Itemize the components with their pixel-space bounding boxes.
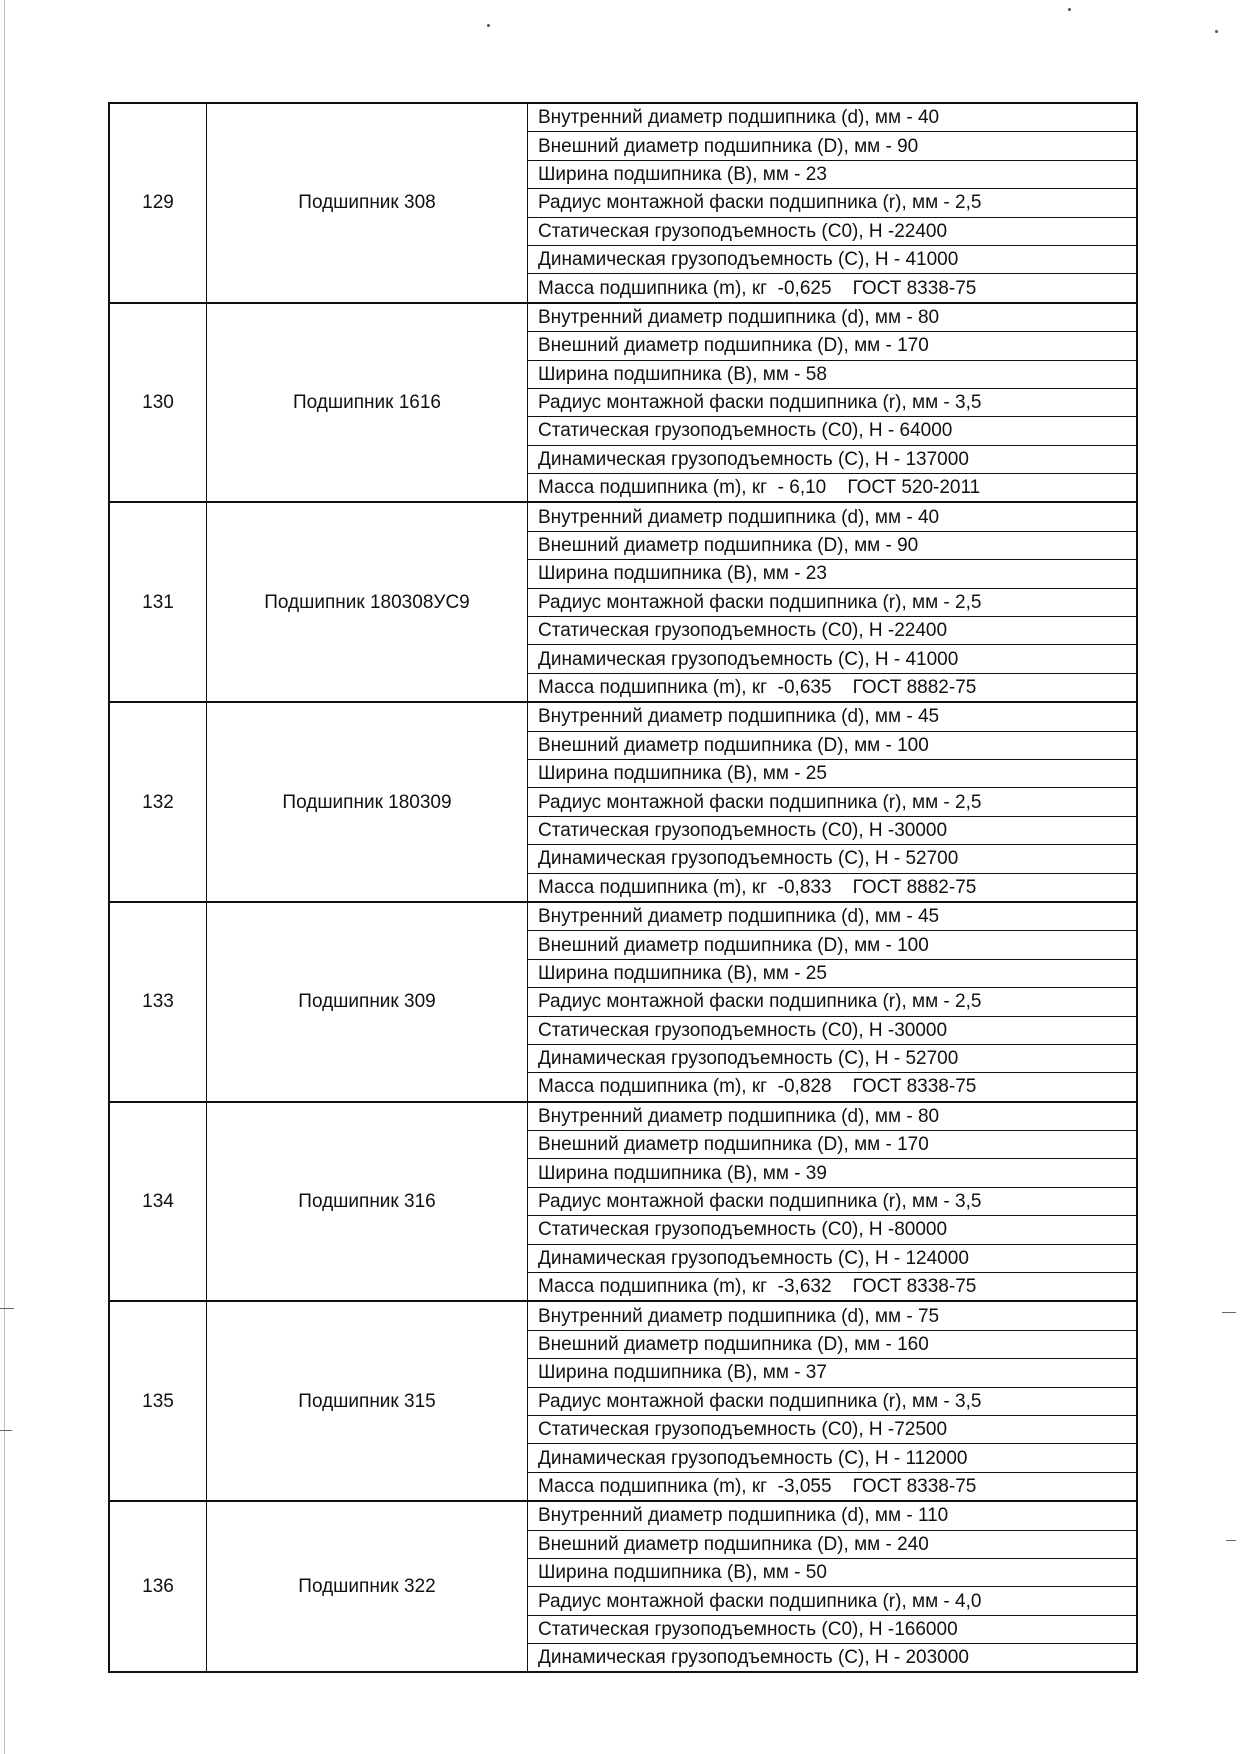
scan-speck: [487, 24, 490, 27]
spec-value: Ширина подшипника (B), мм - 37: [528, 1359, 1138, 1387]
spec-value: Динамическая грузоподъемность (C), Н - 41000: [528, 645, 1138, 673]
spec-value: Радиус монтажной фаски подшипника (r), мм - 2,5: [528, 588, 1138, 616]
spec-value: Статическая грузоподъемность (C0), Н -22400: [528, 617, 1138, 645]
spec-value: Масса подшипника (m), кг -0,635 ГОСТ 8882-75: [528, 673, 1138, 702]
scan-edge-line: [4, 0, 5, 1754]
spec-value: Масса подшипника (m), кг -3,055 ГОСТ 8338-75: [528, 1472, 1138, 1501]
bearing-name: Подшипник 322: [207, 1501, 528, 1672]
spec-value: Масса подшипника (m), кг - 6,10 ГОСТ 520-2011: [528, 474, 1138, 503]
scan-margin-tick: [1226, 1540, 1236, 1541]
spec-value: Радиус монтажной фаски подшипника (r), мм - 3,5: [528, 1187, 1138, 1215]
spec-value: Внутренний диаметр подшипника (d), мм - 45: [528, 702, 1138, 731]
spec-value: Внешний диаметр подшипника (D), мм - 160: [528, 1330, 1138, 1358]
spec-value: Радиус монтажной фаски подшипника (r), мм - 4,0: [528, 1587, 1138, 1615]
spec-value: Ширина подшипника (B), мм - 39: [528, 1159, 1138, 1187]
spec-value: Внутренний диаметр подшипника (d), мм - 80: [528, 1102, 1138, 1131]
spec-row: [109, 902, 1137, 931]
spec-value: Статическая грузоподъемность (C0), Н -30000: [528, 816, 1138, 844]
bearing-name: Подшипник 309: [207, 902, 528, 1102]
spec-row: [109, 103, 1137, 132]
spec-value: Радиус монтажной фаски подшипника (r), мм - 3,5: [528, 388, 1138, 416]
spec-value: Динамическая грузоподъемность (C), Н - 203000: [528, 1644, 1138, 1673]
spec-value: Ширина подшипника (B), мм - 23: [528, 560, 1138, 588]
spec-value: Внешний диаметр подшипника (D), мм - 240: [528, 1530, 1138, 1558]
spec-value: Динамическая грузоподъемность (C), Н - 41000: [528, 245, 1138, 273]
scan-speck: [1215, 30, 1218, 33]
spec-value: Статическая грузоподъемность (C0), Н -22400: [528, 217, 1138, 245]
spec-value: Внутренний диаметр подшипника (d), мм - 40: [528, 103, 1138, 132]
spec-row: [109, 1102, 1137, 1131]
item-number: 129: [109, 103, 207, 303]
item-number: 134: [109, 1102, 207, 1302]
spec-row: [109, 702, 1137, 731]
spec-value: Ширина подшипника (B), мм - 25: [528, 759, 1138, 787]
spec-value: Радиус монтажной фаски подшипника (r), мм - 2,5: [528, 189, 1138, 217]
spec-value: Масса подшипника (m), кг -0,828 ГОСТ 8338-75: [528, 1073, 1138, 1102]
item-number: 132: [109, 702, 207, 902]
item-number: 133: [109, 902, 207, 1102]
spec-row: [109, 502, 1137, 531]
spec-value: Внутренний диаметр подшипника (d), мм - 110: [528, 1501, 1138, 1530]
spec-row: [109, 1301, 1137, 1330]
item-number: 135: [109, 1301, 207, 1501]
spec-value: Ширина подшипника (B), мм - 58: [528, 360, 1138, 388]
item-number: 136: [109, 1501, 207, 1672]
spec-value: Ширина подшипника (B), мм - 23: [528, 160, 1138, 188]
spec-value: Динамическая грузоподъемность (C), Н - 137000: [528, 445, 1138, 473]
spec-value: Радиус монтажной фаски подшипника (r), мм - 2,5: [528, 988, 1138, 1016]
spec-value: Динамическая грузоподъемность (C), Н - 52700: [528, 1044, 1138, 1072]
spec-value: Динамическая грузоподъемность (C), Н - 112000: [528, 1444, 1138, 1472]
bearing-name: Подшипник 1616: [207, 303, 528, 503]
spec-value: Масса подшипника (m), кг -0,833 ГОСТ 8882-75: [528, 873, 1138, 902]
bearing-spec-table-body: [109, 103, 1137, 1672]
bearing-name: Подшипник 316: [207, 1102, 528, 1302]
spec-value: Радиус монтажной фаски подшипника (r), мм - 2,5: [528, 788, 1138, 816]
spec-value: Внешний диаметр подшипника (D), мм - 170: [528, 332, 1138, 360]
spec-value: Радиус монтажной фаски подшипника (r), мм - 3,5: [528, 1387, 1138, 1415]
bearing-name: Подшипник 315: [207, 1301, 528, 1501]
spec-value: Внешний диаметр подшипника (D), мм - 170: [528, 1131, 1138, 1159]
spec-value: Внешний диаметр подшипника (D), мм - 100: [528, 931, 1138, 959]
spec-value: Ширина подшипника (B), мм - 50: [528, 1558, 1138, 1586]
spec-value: Статическая грузоподъемность (C0), Н -30000: [528, 1016, 1138, 1044]
scan-margin-tick: [0, 1308, 14, 1309]
item-number: 130: [109, 303, 207, 503]
spec-value: Внутренний диаметр подшипника (d), мм - 40: [528, 502, 1138, 531]
item-number: 131: [109, 502, 207, 702]
scan-speck: [1068, 8, 1071, 11]
spec-value: Статическая грузоподъемность (C0), Н -80000: [528, 1216, 1138, 1244]
spec-value: Внешний диаметр подшипника (D), мм - 90: [528, 132, 1138, 160]
scan-margin-tick: [1222, 1312, 1236, 1313]
bearing-name: Подшипник 180309: [207, 702, 528, 902]
spec-value: Динамическая грузоподъемность (C), Н - 52700: [528, 845, 1138, 873]
spec-row: [109, 1501, 1137, 1530]
spec-value: Динамическая грузоподъемность (C), Н - 124000: [528, 1244, 1138, 1272]
spec-value: Внутренний диаметр подшипника (d), мм - 80: [528, 303, 1138, 332]
spec-value: Статическая грузоподъемность (C0), Н -166000: [528, 1615, 1138, 1643]
spec-value: Внешний диаметр подшипника (D), мм - 90: [528, 531, 1138, 559]
spec-value: Внешний диаметр подшипника (D), мм - 100: [528, 731, 1138, 759]
spec-value: Ширина подшипника (B), мм - 25: [528, 959, 1138, 987]
spec-row: [109, 303, 1137, 332]
spec-value: Масса подшипника (m), кг -3,632 ГОСТ 8338-75: [528, 1273, 1138, 1302]
spec-value: Внутренний диаметр подшипника (d), мм - 45: [528, 902, 1138, 931]
spec-value: Внутренний диаметр подшипника (d), мм - 75: [528, 1301, 1138, 1330]
bearing-spec-table: [108, 102, 1138, 1673]
bearing-name: Подшипник 180308УС9: [207, 502, 528, 702]
spec-value: Масса подшипника (m), кг -0,625 ГОСТ 8338-75: [528, 274, 1138, 303]
spec-value: Статическая грузоподъемность (C0), Н -72500: [528, 1415, 1138, 1443]
bearing-name: Подшипник 308: [207, 103, 528, 303]
spec-value: Статическая грузоподъемность (C0), Н - 64000: [528, 417, 1138, 445]
scan-margin-tick: [0, 1430, 12, 1431]
